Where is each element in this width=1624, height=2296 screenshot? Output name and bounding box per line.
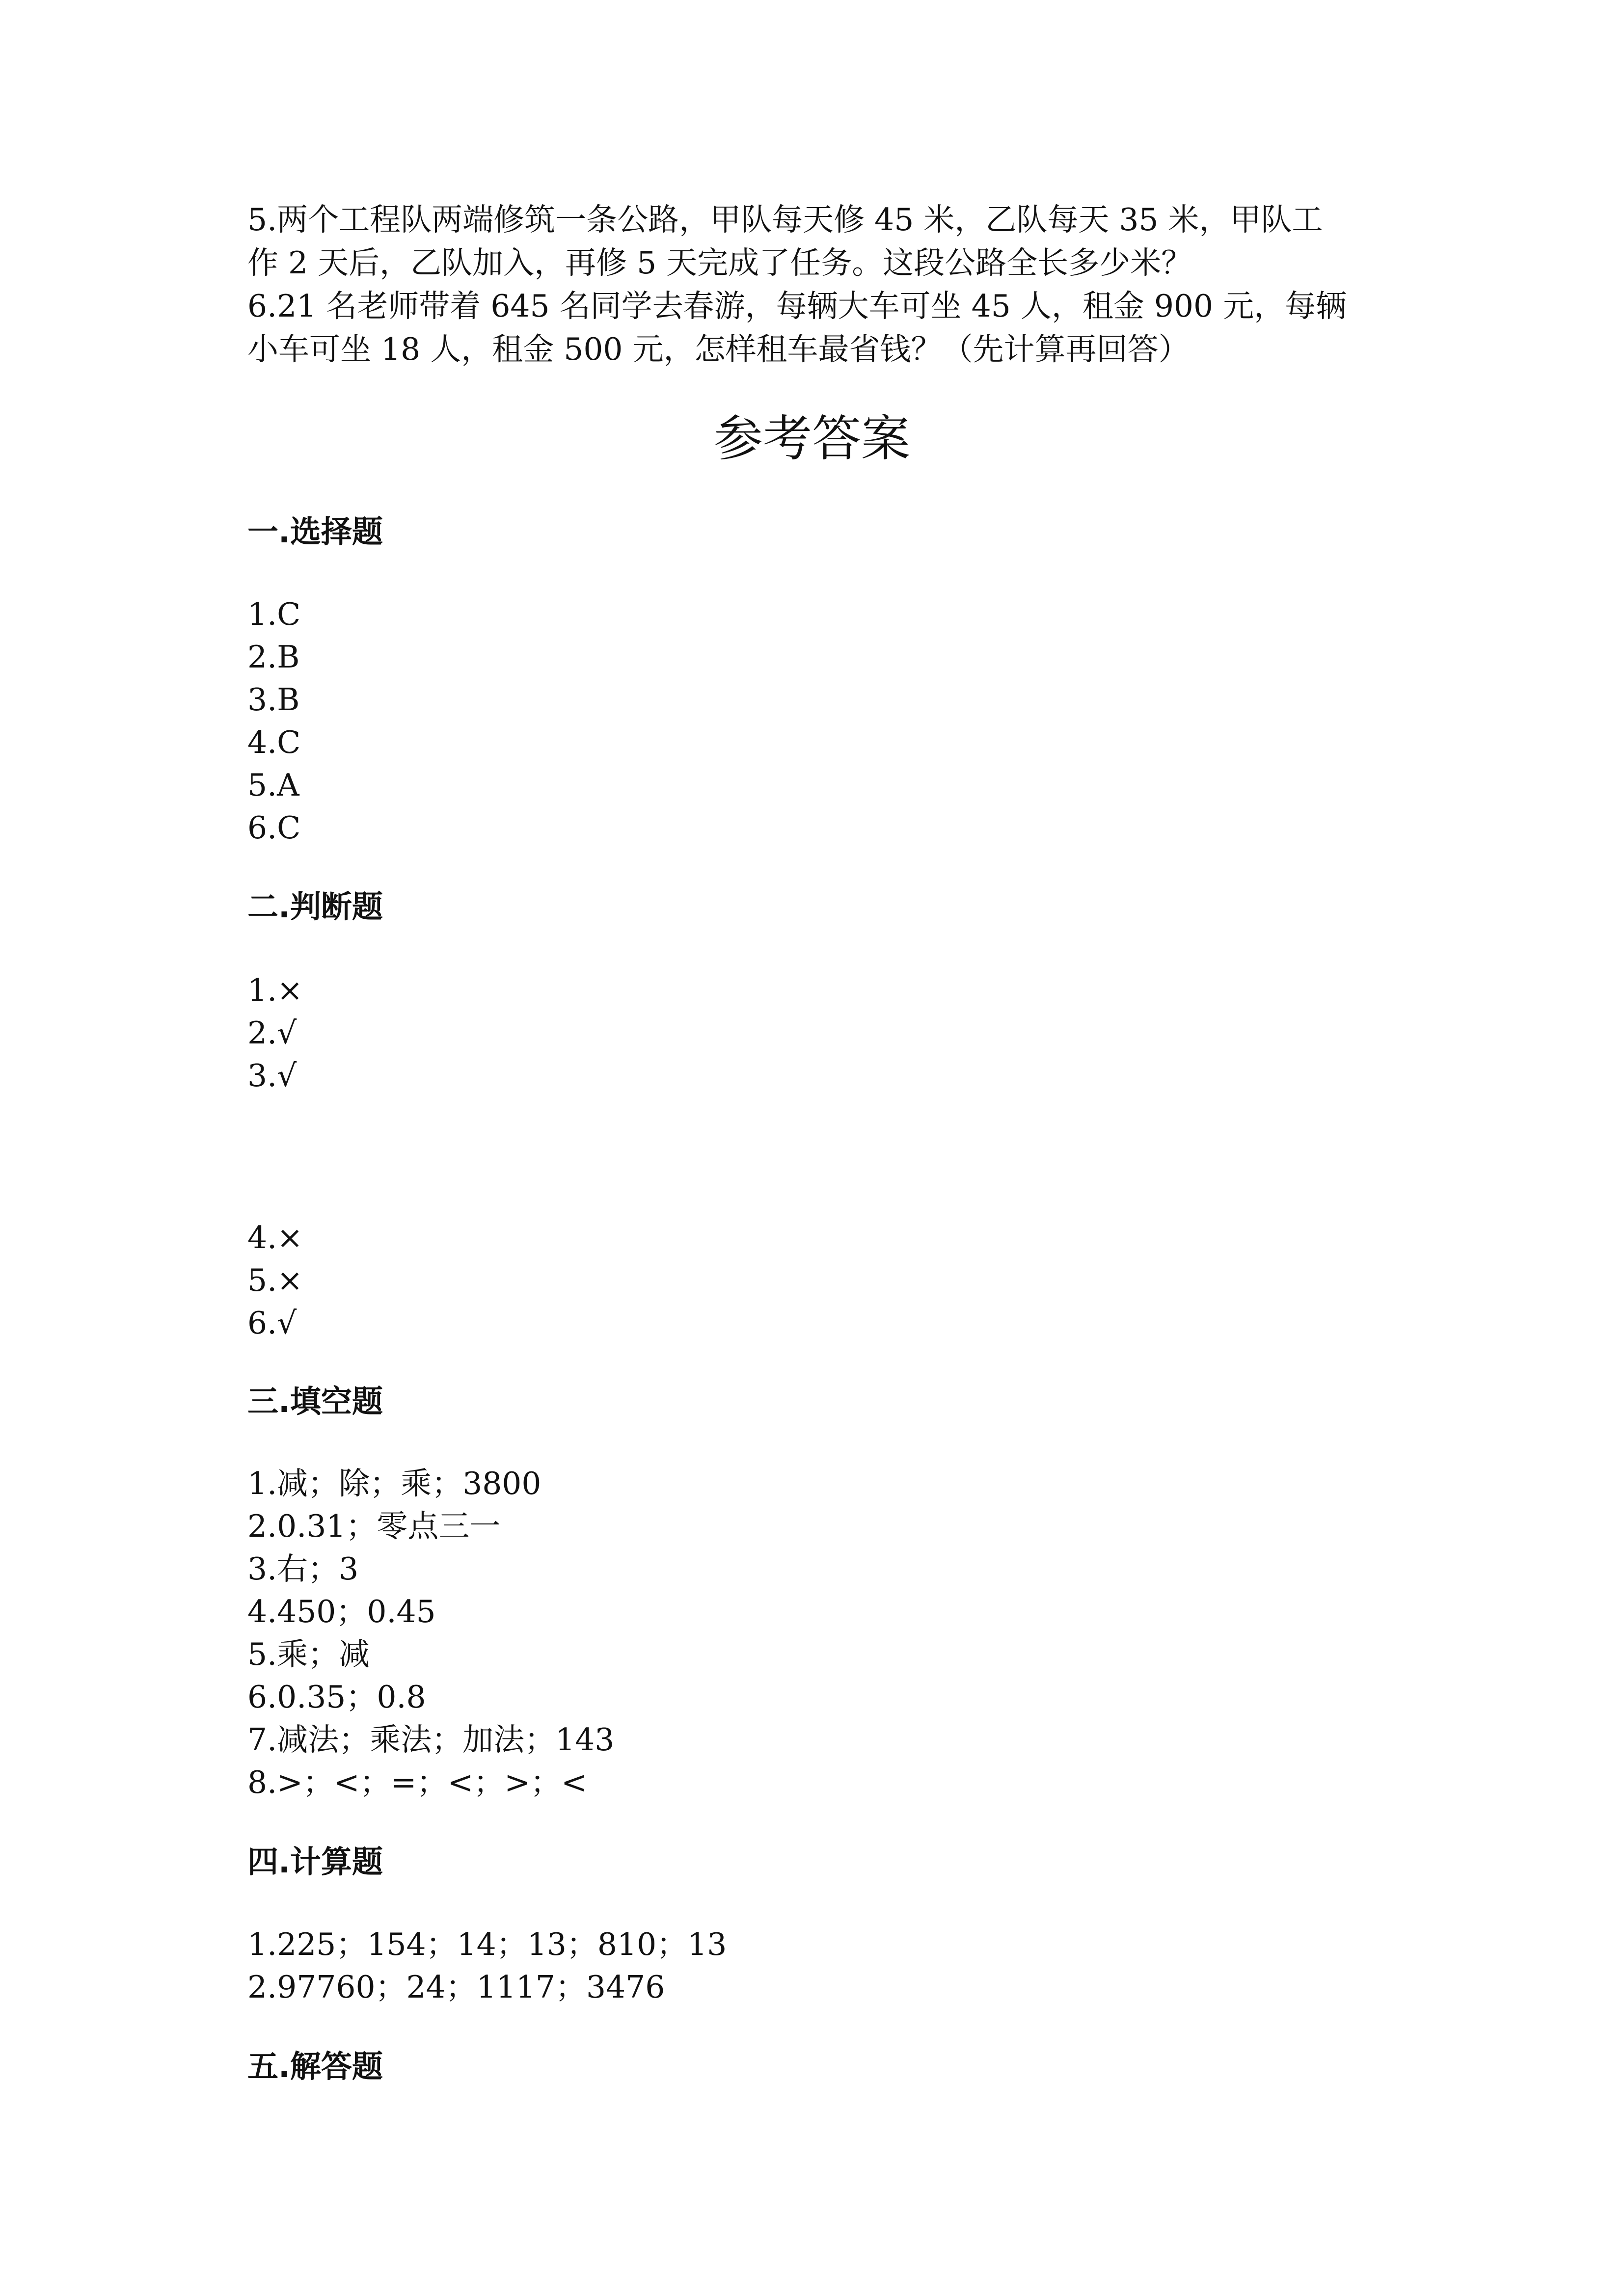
section-heading-word-problems: 五.解答题 [247, 2049, 383, 2084]
problem-6-line-1: 6.21 名老师带着 645 名同学去春游，每辆大车可坐 45 人，租金 900 元，每辆 [247, 288, 1347, 324]
choice-answer-5: 5.A [247, 767, 299, 803]
judgement-answer-3: 3.√ [247, 1058, 297, 1094]
calc-answer-2: 2.97760；24；1117；3476 [247, 1969, 665, 2005]
choice-answer-4: 4.C [247, 724, 301, 760]
fill-answer-1: 1.减；除；乘；3800 [247, 1466, 541, 1501]
fill-answer-5: 5.乘；减 [247, 1636, 370, 1672]
fill-answer-6: 6.0.35；0.8 [247, 1679, 426, 1715]
answer-key-title: 参考答案 [714, 410, 910, 467]
section-heading-calculation: 四.计算题 [247, 1844, 383, 1880]
judgement-answer-1: 1.× [247, 972, 303, 1008]
calc-answer-1: 1.225；154；14；13；810；13 [247, 1926, 727, 1962]
section-heading-fill-blank: 三.填空题 [247, 1384, 383, 1419]
judgement-answer-5: 5.× [247, 1262, 303, 1298]
section-heading-judgement: 二.判断题 [247, 889, 383, 925]
judgement-answer-2: 2.√ [247, 1015, 297, 1051]
fill-answer-4: 4.450；0.45 [247, 1594, 436, 1629]
fill-answer-2: 2.0.31；零点三一 [247, 1508, 501, 1544]
problem-6-line-2: 小车可坐 18 人，租金 500 元，怎样租车最省钱？（先计算再回答） [247, 331, 1190, 367]
problem-5-line-2: 作 2 天后，乙队加入，再修 5 天完成了任务。这段公路全长多少米？ [247, 245, 1192, 281]
fill-answer-8: 8.>；<；=；<；>；< [247, 1764, 587, 1800]
choice-answer-1: 1.C [247, 596, 301, 632]
fill-answer-3: 3.右；3 [247, 1551, 359, 1587]
problem-5-line-1: 5.两个工程队两端修筑一条公路，甲队每天修 45 米，乙队每天 35 米，甲队工 [247, 202, 1323, 238]
judgement-answer-4: 4.× [247, 1220, 303, 1255]
choice-answer-2: 2.B [247, 639, 300, 675]
choice-answer-6: 6.C [247, 810, 301, 846]
judgement-answer-6: 6.√ [247, 1305, 297, 1341]
choice-answer-3: 3.B [247, 682, 300, 718]
section-heading-choice: 一.选择题 [247, 514, 383, 550]
fill-answer-7: 7.减法；乘法；加法；143 [247, 1722, 615, 1758]
